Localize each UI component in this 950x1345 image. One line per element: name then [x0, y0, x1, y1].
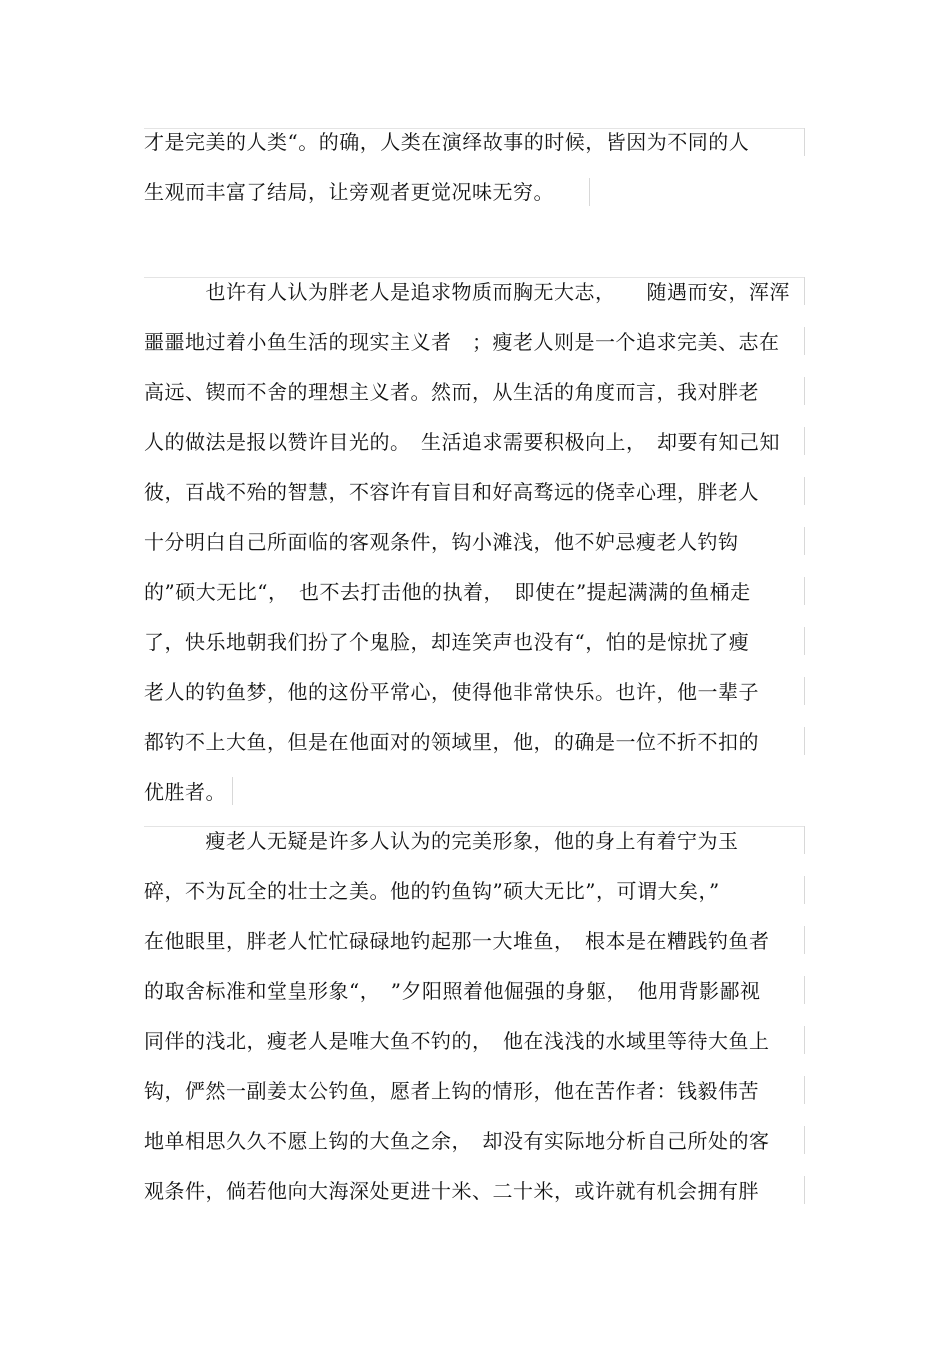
line-rule: [804, 128, 805, 156]
line-rule: [804, 1176, 805, 1204]
line-rule: [804, 1076, 805, 1104]
line-rule: [804, 627, 805, 655]
line-rule: [804, 826, 805, 854]
text-line: 瘦老人无疑是许多人认为的完美形象，他的身上有着宁为玉: [144, 829, 739, 853]
text-line: 也许有人认为胖老人是追求物质而胸无大志， 随遇而安，浑浑: [144, 280, 790, 304]
text-line: 噩噩地过着小鱼生活的现实主义者 ；瘦老人则是一个追求完美、志在: [144, 330, 780, 354]
text-line: 碎，不为瓦全的壮士之美。他的钓鱼钩”硕大无比”，可谓大矣，”: [144, 879, 720, 903]
text-line: 老人的钓鱼梦，他的这份平常心，使得他非常快乐。也许，他一辈子: [144, 680, 759, 704]
line-rule: [804, 1026, 805, 1054]
text-line: 的”硕大无比“， 也不去打击他的执着， 即使在”提起满满的鱼桶走: [144, 580, 751, 604]
text-line: 了，快乐地朝我们扮了个鬼脸，却连笑声也没有“，怕的是惊扰了瘦: [144, 630, 750, 654]
line-rule: [144, 277, 804, 278]
text-line: 的取舍标准和堂皇形象“， ”夕阳照着他倔强的身躯， 他用背影鄙视: [144, 979, 761, 1003]
line-rule: [804, 677, 805, 705]
text-line: 高远、锲而不舍的理想主义者。然而，从生活的角度而言，我对胖老: [144, 380, 759, 404]
text-line: 观条件，倘若他向大海深处更进十米、二十米，或许就有机会拥有胖: [144, 1179, 759, 1203]
text-line: 彼，百战不殆的智慧，不容许有盲目和好高骛远的侥幸心理，胖老人: [144, 480, 759, 504]
text-line: 生观而丰富了结局，让旁观者更觉况味无穷。: [144, 180, 554, 204]
line-rule: [804, 976, 805, 1004]
text-line: 在他眼里，胖老人忙忙碌碌地钓起那一大堆鱼， 根本是在糟践钓鱼者: [144, 929, 770, 953]
text-line: 同伴的浅北，瘦老人是唯大鱼不钓的， 他在浅浅的水域里等待大鱼上: [144, 1029, 770, 1053]
line-rule: [804, 277, 805, 305]
line-rule: [804, 327, 805, 355]
line-rule: [804, 1126, 805, 1154]
line-rule: [804, 527, 805, 555]
text-line: 才是完美的人类“。的确，人类在演绎故事的时候，皆因为不同的人: [144, 130, 750, 154]
line-rule: [804, 377, 805, 405]
line-rule: [804, 427, 805, 455]
text-line: 钩，俨然一副姜太公钓鱼，愿者上钩的情形，他在苦作者：钱毅伟苦: [144, 1079, 759, 1103]
text-line: 都钓不上大鱼，但是在他面对的领域里，他，的确是一位不折不扣的: [144, 730, 759, 754]
line-rule: [804, 926, 805, 954]
text-line: 优胜者。: [144, 780, 226, 804]
line-rule: [804, 477, 805, 505]
line-rule: [804, 727, 805, 755]
line-rule: [232, 777, 233, 805]
line-rule: [144, 826, 804, 827]
line-rule: [804, 577, 805, 605]
text-line: 人的做法是报以赞许目光的。 生活追求需要积极向上， 却要有知己知: [144, 430, 780, 454]
line-rule: [589, 178, 590, 206]
line-rule: [804, 876, 805, 904]
text-line: 地单相思久久不愿上钩的大鱼之余， 却没有实际地分析自己所处的客: [144, 1129, 770, 1153]
text-line: 十分明白自己所面临的客观条件，钩小滩浅，他不妒忌瘦老人钓钩: [144, 530, 739, 554]
